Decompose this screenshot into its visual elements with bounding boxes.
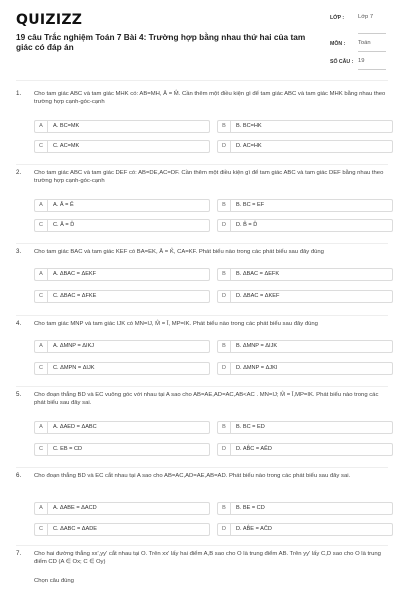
question-3 [16, 248, 388, 310]
question-text: Cho tam giác MNP và tam giác IJK có MN=IJ, M̂ = Î, MP=IK. Phát biểu nào trong các phát biểu sau đây đúng [34, 321, 318, 327]
question-text: Cho hai đường thẳng xx',yy' cắt nhau tại O. Trên xx' lấy hai điểm A,B sao cho O là trung điểm AB. Trên yy' lấy C,D sao cho O là trung điểm CD (A ∈ Ox; C ∈ Oy) [34, 551, 381, 565]
question-1 [16, 90, 388, 160]
option-text: B. BE = CD [236, 505, 265, 511]
option-letter: C [35, 363, 48, 374]
quizizz-logo: QUIZIZZ [16, 12, 83, 28]
option-letter: B [218, 503, 231, 514]
option-text: B. BC = EF [236, 202, 265, 208]
question-number: 3. [16, 248, 22, 255]
option-letter: A [35, 121, 48, 132]
option-letter: C [35, 291, 48, 302]
question-number: 4. [16, 320, 22, 327]
option-letter: C [35, 220, 48, 231]
meta-underline [358, 51, 386, 52]
option-text: A. BC=MK [53, 123, 80, 129]
option-text: D. ΔMNP = ΔJKI [236, 365, 278, 371]
page-title: 19 câu Trắc nghiệm Toán 7 Bài 4: Trường hợp bằng nhau thứ hai của tam giác có đáp án [16, 32, 306, 52]
option-letter: A [35, 269, 48, 280]
option-letter: D [218, 524, 231, 535]
option-b[interactable] [217, 268, 393, 281]
divider [16, 80, 388, 81]
option-d[interactable] [217, 443, 393, 456]
option-letter: B [218, 121, 231, 132]
divider [16, 315, 388, 316]
divider [16, 545, 388, 546]
option-text: C. EB = CD [53, 446, 83, 452]
option-letter: A [35, 200, 48, 211]
option-text: D. B̂ = D̂ [236, 222, 258, 228]
option-d[interactable] [217, 362, 393, 375]
option-text: C. Â = D̂ [53, 222, 75, 228]
option-b[interactable] [217, 502, 393, 515]
question-text: Cho tam giác ABC và tam giác MHK có: AB=MH, Â = M̂. Cần thêm một điều kiện gì để tam giác ABC và tam giác MHK bằng nhau theo trường hợp cạnh-góc-cạnh [34, 91, 386, 105]
question-number: 5. [16, 391, 22, 398]
option-letter: D [218, 141, 231, 152]
option-text: C. ΔBAC = ΔFKE [53, 293, 97, 299]
option-text: D. AB̂E = AĈD [236, 526, 272, 532]
option-letter: C [35, 141, 48, 152]
option-a[interactable] [34, 421, 210, 434]
question-subtext: Chọn câu đúng [34, 578, 74, 584]
option-letter: B [218, 341, 231, 352]
divider [16, 243, 388, 244]
meta-subject [330, 36, 386, 54]
question-number: 1. [16, 90, 22, 97]
option-text: C. ΔMPN = ΔIJK [53, 365, 95, 371]
question-2 [16, 169, 388, 239]
count-label: SỐ CÂU : [330, 59, 354, 65]
option-c[interactable] [34, 362, 210, 375]
option-b[interactable] [217, 199, 393, 212]
option-text: B. BC = ED [236, 424, 265, 430]
option-d[interactable] [217, 523, 393, 536]
option-letter: D [218, 363, 231, 374]
option-c[interactable] [34, 443, 210, 456]
question-text: Cho đoạn thẳng BD và EC vuông góc với nhau tại A sao cho AB=AE,AD=AC,AB<AC . MN=IJ; M̂ = Î,MP=IK. Phát biểu nào trong các phát biểu sau đây sai. [34, 392, 379, 406]
option-text: B. ΔMNP = ΔIJK [236, 343, 278, 349]
question-number: 6. [16, 472, 22, 479]
question-text: Cho đoạn thẳng BD và EC cắt nhau tại A sao cho AB=AC,AD=AE,AB=AD. Phát biểu nào trong các phát biểu sau đây sai. [34, 473, 351, 479]
option-letter: A [35, 503, 48, 514]
option-text: D. ΔBAC = ΔKEF [236, 293, 280, 299]
option-d[interactable] [217, 140, 393, 153]
option-letter: C [35, 444, 48, 455]
page-header [0, 0, 400, 72]
meta-panel [330, 10, 386, 72]
subject-value: Toán [358, 40, 371, 46]
option-text: B. BC=HK [236, 123, 262, 129]
option-text: B. ΔBAC = ΔEFK [236, 271, 280, 277]
question-7 [16, 550, 388, 596]
meta-underline [358, 69, 386, 70]
option-letter: B [218, 269, 231, 280]
class-label: LỚP : [330, 15, 345, 21]
option-text: A. ΔBAC = ΔEKF [53, 271, 97, 277]
option-text: A. ΔAED = ΔABC [53, 424, 97, 430]
option-a[interactable] [34, 199, 210, 212]
count-value: 19 [358, 58, 365, 64]
option-text: D. AB̂C = AÊD [236, 446, 272, 452]
divider [16, 467, 388, 468]
option-c[interactable] [34, 219, 210, 232]
option-c[interactable] [34, 290, 210, 303]
option-text: A. ΔABE = ΔACD [53, 505, 97, 511]
option-letter: B [218, 422, 231, 433]
option-d[interactable] [217, 290, 393, 303]
option-a[interactable] [34, 340, 210, 353]
option-text: C. AC=MK [53, 143, 80, 149]
option-a[interactable] [34, 120, 210, 133]
question-text: Cho tam giác BAC và tam giác KEF có BA=EK, Â = K̂, CA=KF. Phát biểu nào trong các phát biểu sau đây đúng [34, 249, 324, 255]
class-value: Lớp 7 [358, 14, 374, 20]
option-text: D. AC=HK [236, 143, 262, 149]
question-5 [16, 391, 388, 463]
question-4 [16, 320, 388, 382]
meta-count [330, 54, 386, 72]
option-letter: C [35, 524, 48, 535]
divider [16, 164, 388, 165]
option-text: A. ΔMNP = ΔIKJ [53, 343, 95, 349]
divider [16, 386, 388, 387]
option-d[interactable] [217, 219, 393, 232]
option-letter: A [35, 341, 48, 352]
option-text: A. Â = Ê [53, 202, 74, 208]
option-c[interactable] [34, 523, 210, 536]
question-number: 7. [16, 550, 22, 557]
question-number: 2. [16, 169, 22, 176]
option-a[interactable] [34, 502, 210, 515]
option-letter: B [218, 200, 231, 211]
option-a[interactable] [34, 268, 210, 281]
option-letter: A [35, 422, 48, 433]
option-letter: D [218, 444, 231, 455]
option-text: C. ΔABC = ΔADE [53, 526, 97, 532]
option-b[interactable] [217, 120, 393, 133]
option-c[interactable] [34, 140, 210, 153]
option-b[interactable] [217, 421, 393, 434]
question-6 [16, 472, 388, 542]
meta-class [330, 10, 386, 36]
option-letter: D [218, 220, 231, 231]
meta-underline [358, 33, 386, 34]
option-b[interactable] [217, 340, 393, 353]
subject-label: MÔN : [330, 41, 346, 47]
option-letter: D [218, 291, 231, 302]
question-text: Cho tam giác ABC và tam giác DEF có: AB=DE,AC=DF. Cần thêm một điều kiện gì để tam giác ABC và tam giác DEF bằng nhau theo trường hợp cạnh-góc-cạnh [34, 170, 384, 184]
